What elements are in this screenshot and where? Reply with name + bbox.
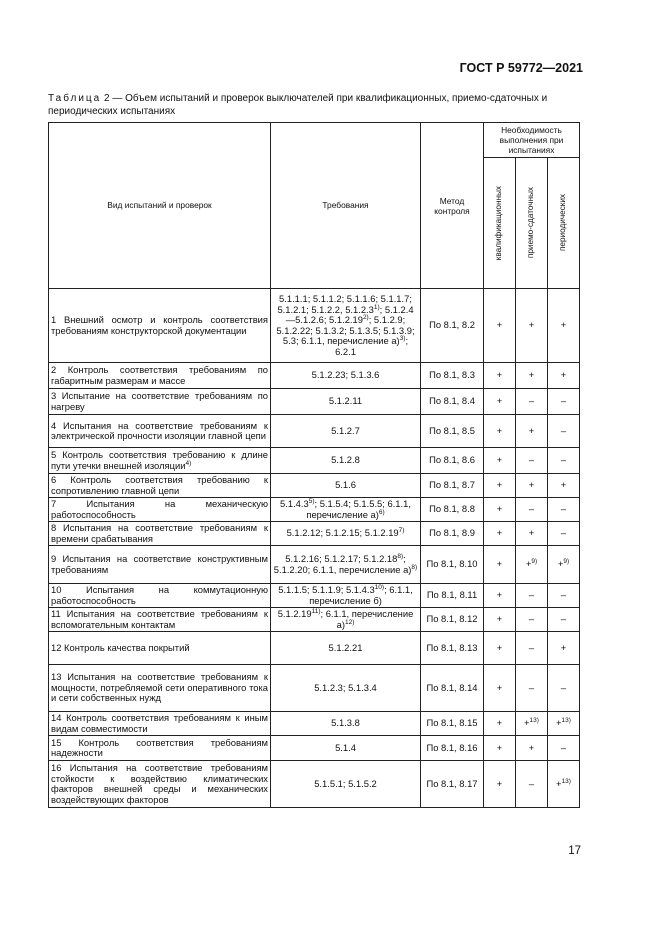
table-row (49, 665, 580, 712)
table-row (49, 608, 580, 632)
row-qualification: + (484, 632, 516, 665)
caption-number: 2 (104, 93, 110, 104)
caption-text: — Объем испытаний и проверок выключателей при квалификационных, приемо-сдаточных и периодических испытаниях (48, 93, 548, 117)
row-qualification: + (484, 608, 516, 632)
row-periodic: +$^{13)}$ (548, 761, 580, 808)
row-periodic: – (548, 448, 580, 474)
row-requirements: 5.1.1.1; 5.1.1.2; 5.1.1.6; 5.1.1.7; 5.1.2.1; 5.1.2.2, 5.1.2.3$^{1)}$; 5.1.2.4—5.1.2.6; 5.1.2.19$^{2)}$; 5.1.2.9; 5.1.2.22; 5.1.3.2; 5.1.3.5; 5.1.3.9; 5.3; 6.1.1, перечисление а)$^{3)}$; 6.2.1 (271, 289, 421, 363)
row-periodic: – (548, 665, 580, 712)
row-requirements: 5.1.2.12; 5.1.2.15; 5.1.2.19$^{7)}$ (271, 522, 421, 546)
row-method: По 8.1, 8.12 (421, 608, 484, 632)
row-periodic: – (548, 389, 580, 415)
row-requirements: 5.1.2.7 (271, 415, 421, 448)
row-kind: 7 Испытания на механическую работоспособность (49, 498, 271, 522)
row-acceptance: – (516, 498, 548, 522)
row-kind: 2 Контроль соответствия требованиям по габаритным размерам и массе (49, 363, 271, 389)
table-caption (48, 93, 588, 118)
row-qualification: + (484, 546, 516, 584)
row-requirements: 5.1.3.8 (271, 712, 421, 736)
table-row (49, 363, 580, 389)
header-kind: Вид испытаний и проверок (49, 123, 271, 289)
row-method: По 8.1, 8.6 (421, 448, 484, 474)
row-requirements: 5.1.1.5; 5.1.1.9; 5.1.4.3$^{10)}$; 6.1.1, перечисление б) (271, 584, 421, 608)
table-row (49, 498, 580, 522)
header-qualification: квалификационных (484, 158, 516, 289)
row-requirements: 5.1.2.23; 5.1.3.6 (271, 363, 421, 389)
row-periodic: – (548, 415, 580, 448)
row-qualification: + (484, 761, 516, 808)
header-necessity: Необходимость выполнения при испытаниях (484, 123, 580, 158)
row-qualification: + (484, 363, 516, 389)
row-acceptance: + (516, 289, 548, 363)
row-method: По 8.1, 8.5 (421, 415, 484, 448)
row-kind: 12 Контроль качества покрытий (49, 632, 271, 665)
row-periodic: – (548, 736, 580, 761)
row-periodic: + (548, 632, 580, 665)
row-requirements: 5.1.4 (271, 736, 421, 761)
row-method: По 8.1, 8.3 (421, 363, 484, 389)
table-row (49, 289, 580, 363)
row-qualification: + (484, 522, 516, 546)
row-requirements: 5.1.4.3$^{5)}$; 5.1.5.4; 5.1.5.5; 6.1.1, перечисление а)$^{6)}$ (271, 498, 421, 522)
row-acceptance: + (516, 736, 548, 761)
row-kind: 5 Контроль соответствия требованию к длине пути утечки внешней изоляции$^{4)}$ (49, 448, 271, 474)
row-kind: 1 Внешний осмотр и контроль соответствия требованиям конструкторской документации (49, 289, 271, 363)
page-number: 17 (568, 845, 581, 857)
row-kind: 11 Испытания на соответствие требованиям к вспомогательным контактам (49, 608, 271, 632)
row-method: По 8.1, 8.2 (421, 289, 484, 363)
row-acceptance: – (516, 761, 548, 808)
row-acceptance: +$^{9)}$ (516, 546, 548, 584)
row-periodic: +$^{13)}$ (548, 712, 580, 736)
row-kind: 16 Испытания на соответствие требованиям стойкости к воздействию климатических факторов внешней среды и механических воздействующих факторов (49, 761, 271, 808)
row-kind: 10 Испытания на коммутационную работоспособность (49, 584, 271, 608)
header-requirements: Требования (271, 123, 421, 289)
header-acceptance: приемо-сдаточных (516, 158, 548, 289)
row-method: По 8.1, 8.10 (421, 546, 484, 584)
row-kind: 15 Контроль соответствия требованиям надежности (49, 736, 271, 761)
row-method: По 8.1, 8.11 (421, 584, 484, 608)
row-requirements: 5.1.5.1; 5.1.5.2 (271, 761, 421, 808)
header-method: Метод контроля (421, 123, 484, 289)
row-periodic: – (548, 498, 580, 522)
row-periodic: – (548, 522, 580, 546)
document-code: ГОСТ Р 59772—2021 (459, 61, 583, 75)
row-acceptance: – (516, 584, 548, 608)
tests-table (48, 122, 580, 808)
row-kind: 3 Испытание на соответствие требованиям по нагреву (49, 389, 271, 415)
row-kind: 13 Испытания на соответствие требованиям к мощности, потребляемой сети оперативного тока и сети собственных нужд (49, 665, 271, 712)
row-periodic: – (548, 608, 580, 632)
row-qualification: + (484, 736, 516, 761)
row-qualification: + (484, 448, 516, 474)
row-periodic: + (548, 474, 580, 498)
row-acceptance: – (516, 632, 548, 665)
row-acceptance: + (516, 363, 548, 389)
table-body (49, 289, 580, 808)
row-acceptance: +$^{13)}$ (516, 712, 548, 736)
row-requirements: 5.1.2.8 (271, 448, 421, 474)
row-method: По 8.1, 8.13 (421, 632, 484, 665)
caption-label: Таблица (48, 93, 102, 104)
row-qualification: + (484, 498, 516, 522)
row-periodic: +$^{9)}$ (548, 546, 580, 584)
row-requirements: 5.1.6 (271, 474, 421, 498)
row-method: По 8.1, 8.7 (421, 474, 484, 498)
row-method: По 8.1, 8.17 (421, 761, 484, 808)
table-row (49, 712, 580, 736)
table-row (49, 736, 580, 761)
row-method: По 8.1, 8.8 (421, 498, 484, 522)
row-requirements: 5.1.2.11 (271, 389, 421, 415)
row-kind: 4 Испытания на соответствие требованиям к электрической прочности изоляции главной цепи (49, 415, 271, 448)
row-method: По 8.1, 8.9 (421, 522, 484, 546)
row-acceptance: – (516, 608, 548, 632)
row-periodic: – (548, 584, 580, 608)
header-periodic: периодических (548, 158, 580, 289)
row-acceptance: + (516, 415, 548, 448)
row-requirements: 5.1.2.3; 5.1.3.4 (271, 665, 421, 712)
row-kind: 6 Контроль соответствия требованию к сопротивлению главной цепи (49, 474, 271, 498)
row-kind: 14 Контроль соответствия требованиям к иным видам совместимости (49, 712, 271, 736)
table-row (49, 448, 580, 474)
table-row (49, 546, 580, 584)
row-qualification: + (484, 665, 516, 712)
table-row (49, 632, 580, 665)
row-kind: 8 Испытания на соответствие требованиям к времени срабатывания (49, 522, 271, 546)
table-row (49, 584, 580, 608)
row-kind: 9 Испытания на соответствие конструктивным требованиям (49, 546, 271, 584)
table-row (49, 474, 580, 498)
row-qualification: + (484, 584, 516, 608)
row-qualification: + (484, 415, 516, 448)
table-header-row (49, 123, 580, 158)
table-row (49, 415, 580, 448)
row-requirements: 5.1.2.21 (271, 632, 421, 665)
row-qualification: + (484, 474, 516, 498)
row-qualification: + (484, 712, 516, 736)
table-row (49, 522, 580, 546)
row-acceptance: – (516, 389, 548, 415)
row-method: По 8.1, 8.15 (421, 712, 484, 736)
row-method: По 8.1, 8.14 (421, 665, 484, 712)
table-row (49, 389, 580, 415)
row-acceptance: + (516, 522, 548, 546)
row-method: По 8.1, 8.4 (421, 389, 484, 415)
row-periodic: + (548, 363, 580, 389)
row-acceptance: – (516, 448, 548, 474)
row-qualification: + (484, 389, 516, 415)
row-acceptance: – (516, 665, 548, 712)
row-periodic: + (548, 289, 580, 363)
row-requirements: 5.1.2.16; 5.1.2.17; 5.1.2.18$^{8)}$; 5.1.2.20; 6.1.1, перечисление а)$^{8)}$ (271, 546, 421, 584)
row-acceptance: + (516, 474, 548, 498)
row-qualification: + (484, 289, 516, 363)
table-row (49, 761, 580, 808)
row-method: По 8.1, 8.16 (421, 736, 484, 761)
row-requirements: 5.1.2.19$^{11)}$; 6.1.1, перечисление а)$^{12)}$ (271, 608, 421, 632)
